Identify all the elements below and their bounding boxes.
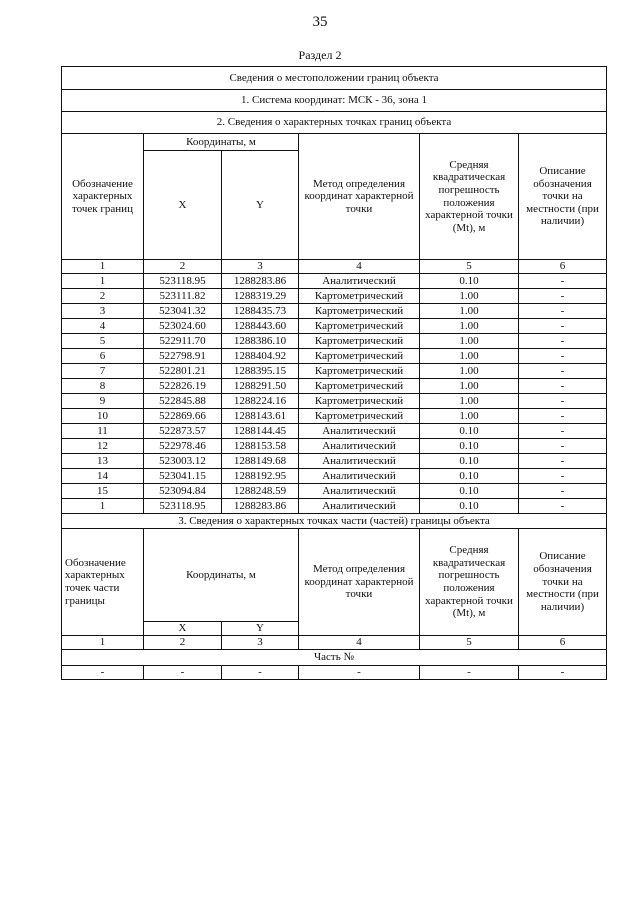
column-number: 1 <box>62 636 144 650</box>
point-x: 523118.95 <box>144 274 222 289</box>
point-description: - <box>519 364 607 379</box>
header-method: Метод определения координат характерной точки <box>299 134 420 260</box>
point-row <box>62 409 607 424</box>
point-error: 0.10 <box>420 439 519 454</box>
header-designation: Обозначение характерных точек границ <box>62 134 144 260</box>
point-row <box>62 469 607 484</box>
point-id: 10 <box>62 409 144 424</box>
point-description: - <box>519 499 607 514</box>
point-id: 7 <box>62 364 144 379</box>
point-x: 522801.21 <box>144 364 222 379</box>
point-x: 522798.91 <box>144 349 222 364</box>
column-number: 4 <box>299 260 420 274</box>
point-y: 1288144.45 <box>222 424 299 439</box>
point-method: Аналитический <box>299 439 420 454</box>
point-error: 1.00 <box>420 319 519 334</box>
point-y: 1288386.10 <box>222 334 299 349</box>
point-description: - <box>519 484 607 499</box>
point-y: 1288283.86 <box>222 274 299 289</box>
point-x: 523024.60 <box>144 319 222 334</box>
point-id: 13 <box>62 454 144 469</box>
section2-title: 2. Сведения о характерных точках границ объекта <box>62 112 607 134</box>
point-error: 1.00 <box>420 379 519 394</box>
section-label: Раздел 2 <box>298 48 342 62</box>
header-coordinates: Координаты, м <box>144 134 299 151</box>
boundary-table <box>61 66 607 680</box>
point-y: 1288153.58 <box>222 439 299 454</box>
point-x: 522869.66 <box>144 409 222 424</box>
column-number: 2 <box>144 260 222 274</box>
point-x: 522826.19 <box>144 379 222 394</box>
point-description: - <box>519 424 607 439</box>
point-error: 1.00 <box>420 304 519 319</box>
point-method: Аналитический <box>299 424 420 439</box>
empty-cell: - <box>222 666 299 680</box>
point-description: - <box>519 289 607 304</box>
point-error: 1.00 <box>420 349 519 364</box>
column-number: 6 <box>519 260 607 274</box>
point-method: Картометрический <box>299 394 420 409</box>
point-error: 1.00 <box>420 364 519 379</box>
point-y: 1288283.86 <box>222 499 299 514</box>
point-description: - <box>519 409 607 424</box>
point-row <box>62 484 607 499</box>
point-y: 1288248.59 <box>222 484 299 499</box>
empty-cell: - <box>62 666 144 680</box>
point-y: 1288404.92 <box>222 349 299 364</box>
point-description: - <box>519 334 607 349</box>
point-row <box>62 394 607 409</box>
point-description: - <box>519 349 607 364</box>
point-y: 1288395.15 <box>222 364 299 379</box>
section3-header-designation: Обозначение характерных точек части границы <box>62 529 144 636</box>
point-row <box>62 499 607 514</box>
part-label: Часть № <box>62 650 607 666</box>
point-error: 0.10 <box>420 274 519 289</box>
point-x: 523111.82 <box>144 289 222 304</box>
page-number: 35 <box>312 14 328 30</box>
point-row <box>62 304 607 319</box>
point-x: 523041.15 <box>144 469 222 484</box>
point-row <box>62 364 607 379</box>
point-x: 523041.32 <box>144 304 222 319</box>
section3-header-error: Средняя квадратическая погрешность положения характерной точки (Mt), м <box>420 529 519 636</box>
point-row <box>62 439 607 454</box>
point-description: - <box>519 304 607 319</box>
point-y: 1288143.61 <box>222 409 299 424</box>
point-method: Картометрический <box>299 334 420 349</box>
section3-header-x: X <box>144 622 222 636</box>
point-y: 1288435.73 <box>222 304 299 319</box>
header-description: Описание обозначения точки на местности (при наличии) <box>519 134 607 260</box>
point-row <box>62 454 607 469</box>
point-method: Аналитический <box>299 499 420 514</box>
point-description: - <box>519 319 607 334</box>
section3-header-method: Метод определения координат характерной точки <box>299 529 420 636</box>
point-y: 1288291.50 <box>222 379 299 394</box>
point-description: - <box>519 469 607 484</box>
point-row <box>62 274 607 289</box>
header-x: X <box>144 151 222 260</box>
point-x: 522873.57 <box>144 424 222 439</box>
point-id: 9 <box>62 394 144 409</box>
header-error: Средняя квадратическая погрешность положения характерной точки (Mt), м <box>420 134 519 260</box>
point-row <box>62 334 607 349</box>
point-id: 12 <box>62 439 144 454</box>
point-id: 14 <box>62 469 144 484</box>
point-row <box>62 379 607 394</box>
point-row <box>62 319 607 334</box>
point-row <box>62 424 607 439</box>
point-y: 1288319.29 <box>222 289 299 304</box>
column-number: 5 <box>420 260 519 274</box>
section3-header-y: Y <box>222 622 299 636</box>
point-method: Аналитический <box>299 484 420 499</box>
point-error: 0.10 <box>420 454 519 469</box>
point-description: - <box>519 439 607 454</box>
point-x: 522845.88 <box>144 394 222 409</box>
point-method: Аналитический <box>299 274 420 289</box>
column-number: 1 <box>62 260 144 274</box>
point-error: 0.10 <box>420 484 519 499</box>
column-number: 6 <box>519 636 607 650</box>
column-number-row <box>62 260 607 274</box>
point-id: 3 <box>62 304 144 319</box>
point-description: - <box>519 394 607 409</box>
point-x: 523094.84 <box>144 484 222 499</box>
point-id: 6 <box>62 349 144 364</box>
empty-cell: - <box>144 666 222 680</box>
point-description: - <box>519 379 607 394</box>
empty-row <box>62 666 607 680</box>
point-error: 1.00 <box>420 409 519 424</box>
column-number: 3 <box>222 636 299 650</box>
empty-cell: - <box>519 666 607 680</box>
point-y: 1288224.16 <box>222 394 299 409</box>
empty-cell: - <box>299 666 420 680</box>
point-x: 522978.46 <box>144 439 222 454</box>
point-x: 522911.70 <box>144 334 222 349</box>
point-error: 0.10 <box>420 469 519 484</box>
point-id: 8 <box>62 379 144 394</box>
point-method: Картометрический <box>299 364 420 379</box>
point-x: 523118.95 <box>144 499 222 514</box>
point-method: Картометрический <box>299 289 420 304</box>
point-error: 0.10 <box>420 499 519 514</box>
empty-cell: - <box>420 666 519 680</box>
section3-column-number-row <box>62 636 607 650</box>
point-id: 5 <box>62 334 144 349</box>
point-error: 1.00 <box>420 394 519 409</box>
section3-header-coordinates: Координаты, м <box>144 529 299 622</box>
table-title: Сведения о местоположении границ объекта <box>62 67 607 90</box>
point-id: 2 <box>62 289 144 304</box>
column-number: 3 <box>222 260 299 274</box>
header-y: Y <box>222 151 299 260</box>
coordinate-system: 1. Система координат: МСК - 36, зона 1 <box>62 90 607 112</box>
point-y: 1288149.68 <box>222 454 299 469</box>
point-y: 1288192.95 <box>222 469 299 484</box>
column-number: 2 <box>144 636 222 650</box>
point-row <box>62 349 607 364</box>
point-method: Аналитический <box>299 454 420 469</box>
point-id: 15 <box>62 484 144 499</box>
point-description: - <box>519 274 607 289</box>
point-x: 523003.12 <box>144 454 222 469</box>
section3-title: 3. Сведения о характерных точках части (частей) границы объекта <box>62 514 607 529</box>
point-error: 1.00 <box>420 334 519 349</box>
point-row <box>62 289 607 304</box>
point-id: 11 <box>62 424 144 439</box>
point-method: Картометрический <box>299 319 420 334</box>
point-method: Картометрический <box>299 349 420 364</box>
column-number: 5 <box>420 636 519 650</box>
point-method: Картометрический <box>299 379 420 394</box>
point-method: Картометрический <box>299 409 420 424</box>
point-y: 1288443.60 <box>222 319 299 334</box>
point-error: 1.00 <box>420 289 519 304</box>
point-method: Картометрический <box>299 304 420 319</box>
section3-header-description: Описание обозначения точки на местности (при наличии) <box>519 529 607 636</box>
point-id: 1 <box>62 274 144 289</box>
point-error: 0.10 <box>420 424 519 439</box>
column-number: 4 <box>299 636 420 650</box>
point-description: - <box>519 454 607 469</box>
point-id: 1 <box>62 499 144 514</box>
point-id: 4 <box>62 319 144 334</box>
point-method: Аналитический <box>299 469 420 484</box>
